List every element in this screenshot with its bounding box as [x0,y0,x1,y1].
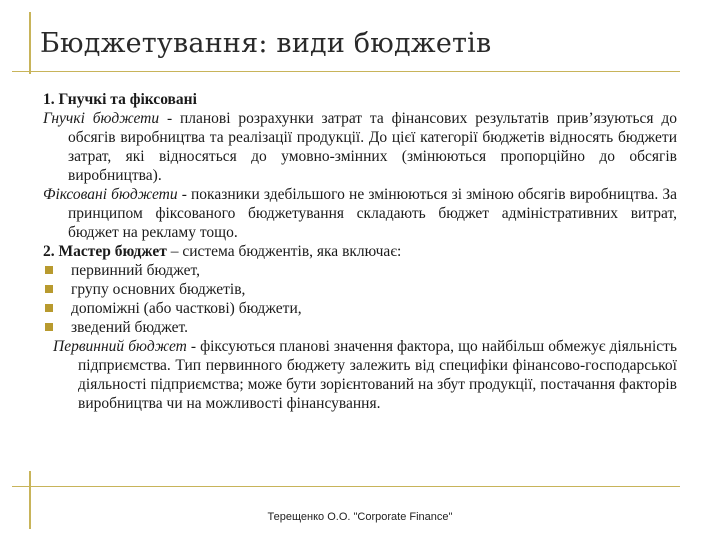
section-heading-flexible-fixed: 1. Гнучкі та фіксовані [43,91,197,108]
slide-title: Бюджетування: види бюджетів [40,28,492,59]
square-bullet-icon [45,266,53,274]
decorative-horizontal-rule-bottom [12,486,680,487]
paragraph-flexible-budgets [43,109,677,185]
slide-footer: Терещенко О.О. "Corporate Finance" [267,511,453,523]
slide-body [43,90,677,413]
definition-fixed-budgets: - показники здебільшого не змінюються зі зміною обсягів виробництва. За принципом фіксованого бюджетування складають бюджет адміністративних витрат, бюджет на рекламу тощо. [68,186,677,241]
list-item: допоміжні (або часткові) бюджети, [43,299,677,318]
paragraph-fixed-budgets [43,185,677,242]
term-fixed-budgets: Фіксовані бюджети [43,186,178,203]
paragraph-primary-budget [43,337,677,413]
decorative-horizontal-rule-top [12,71,680,72]
term-primary-budget: Первинний бюджет [53,338,187,355]
list-item: групу основних бюджетів, [43,280,677,299]
definition-flexible-budgets: - планові розрахунки затрат та фінансових результатів прив’язуються до обсягів виробництва та реалізації продукції. До цієї категорії бюджетів відносять бюджети затрат, які відносяться до умовно-змінних (змінюються пропорційно до обсягів виробництва). [68,110,678,184]
definition-master-budget: – система бюджентів, яка включає: [166,243,402,260]
definition-primary-budget: - фіксуються планові значення фактора, що найбільш обмежує діяльність підприємства. Тип первинного бюджету залежить від специфіки фінансово-господарської діяльності підприємства; може бути зорієнтований на збут продукції, постачання факторів виробництва чи на можливості фінансування. [78,338,677,412]
square-bullet-icon [45,285,53,293]
decorative-vertical-rule-top [29,12,31,74]
section-heading-master-budget [43,242,677,261]
square-bullet-icon [45,304,53,312]
square-bullet-icon [45,323,53,331]
term-flexible-budgets: Гнучкі бюджети [43,110,160,127]
term-master-budget: 2. Мастер бюджет [43,243,167,260]
list-item: зведений бюджет. [43,318,677,337]
list-item: первинний бюджет, [43,261,677,280]
